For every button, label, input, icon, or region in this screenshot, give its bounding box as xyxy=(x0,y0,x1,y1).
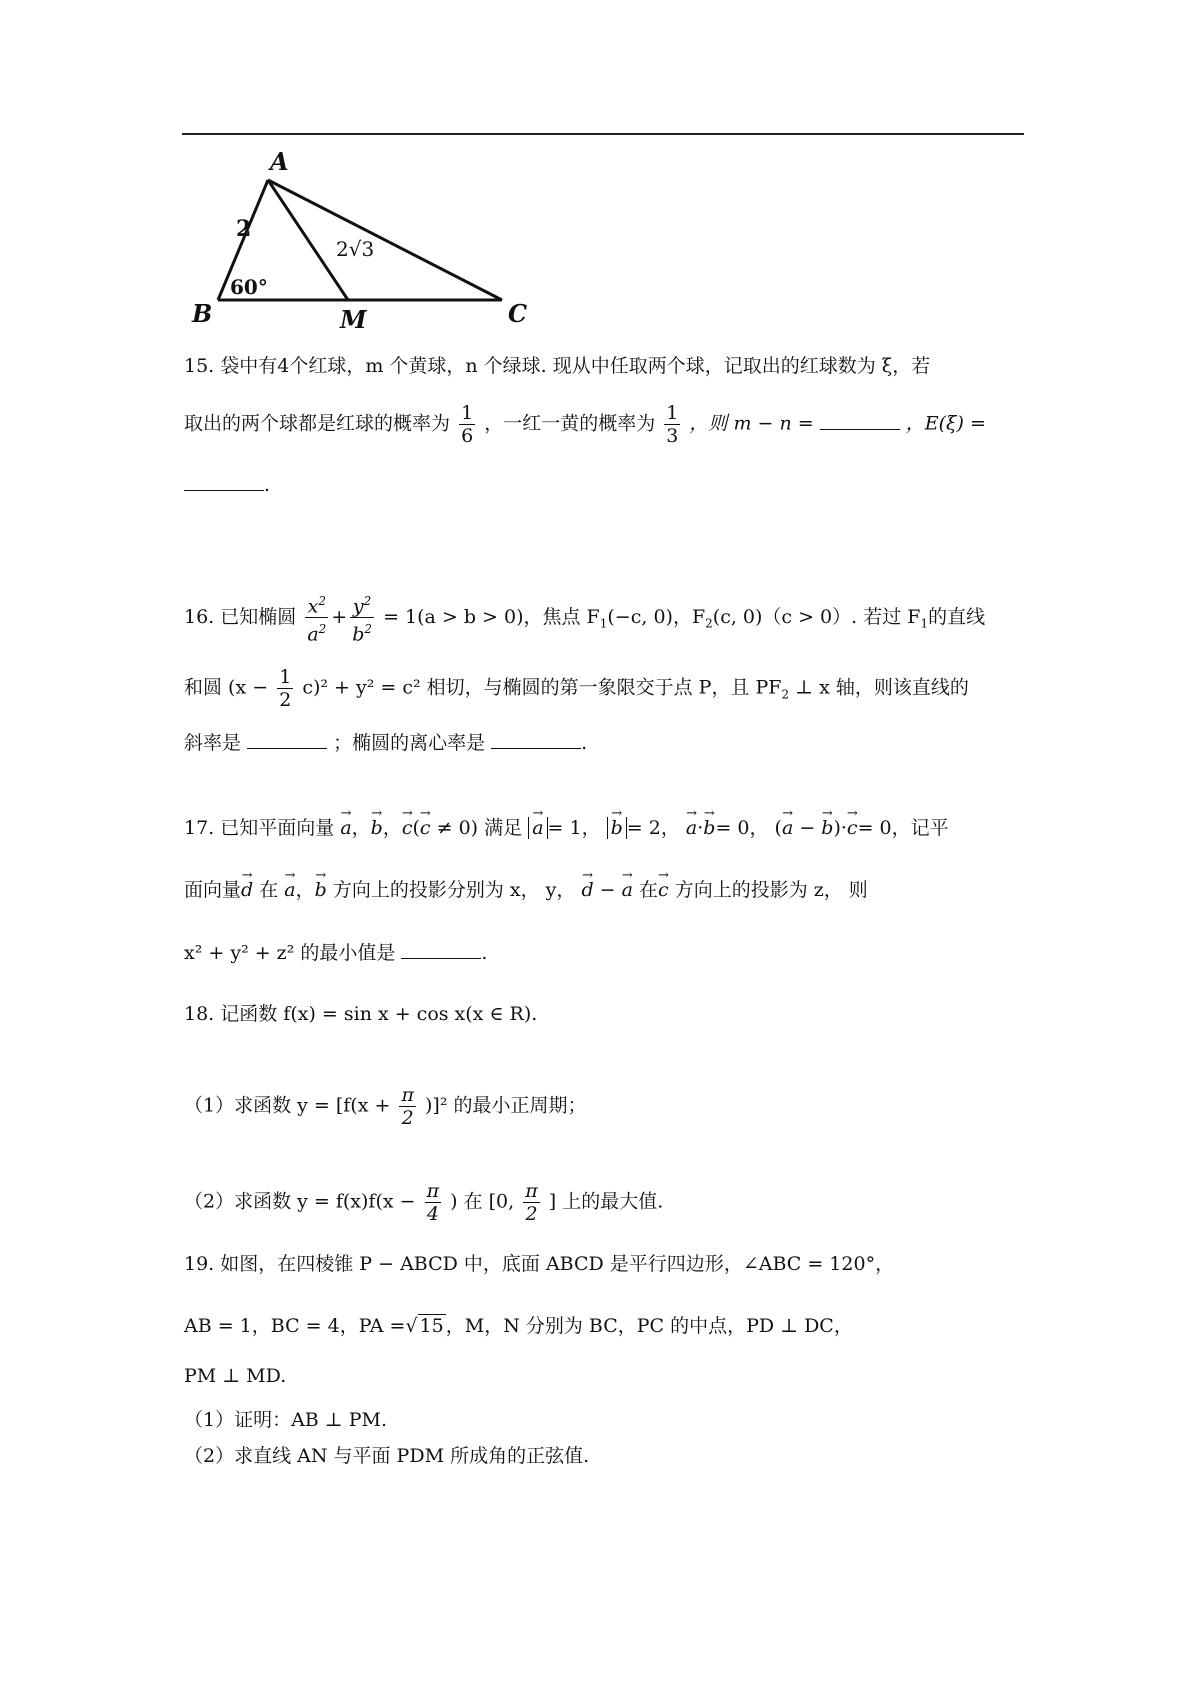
q16-line3b: ；椭圆的离心率是 xyxy=(333,732,486,754)
q16-line3a: 斜率是 xyxy=(184,732,242,754)
label-b: B xyxy=(192,299,213,328)
side-ac xyxy=(268,180,502,300)
sqrt-15: 15 xyxy=(419,1315,444,1337)
q17-line2a: 面向量 xyxy=(184,879,242,901)
label-side-ab: 2 xyxy=(236,216,252,242)
q17-line1: 17. 已知平面向量 → a，→ b，→ c(→ c ≠ 0) 满足 → a = 1， → b = 2， → a·→ b= 0， (→ a − → b)·→ c= 0，记平 xyxy=(184,814,949,842)
q19-part2: （2）求直线 AN 与平面 PDM 所成角的正弦值. xyxy=(184,1445,590,1467)
label-segment-am: 2√3 xyxy=(336,237,375,261)
q17-line3: x² + y² + z² 的最小值是 . xyxy=(184,938,487,967)
q19-line2a: AB = 1，BC = 4，PA = xyxy=(184,1315,406,1337)
q17-line2b: 在 xyxy=(259,879,279,901)
q18-line1: 18. 记函数 f(x) = sin x + cos x(x ∈ R). xyxy=(184,1003,538,1025)
q19-line2b: ，M，N 分别为 BC，PC 的中点，PD ⊥ DC， xyxy=(445,1315,853,1337)
q19-line2: AB = 1，BC = 4，PA =√ 15 ，M，N 分别为 BC，PC 的中点，PD ⊥ DC， xyxy=(184,1315,853,1337)
q17-line2d: 在 xyxy=(638,879,658,901)
q18-part1b: )]² 的最小正周期； xyxy=(425,1094,587,1117)
q18-part1a: （1）求函数 y = [f(x + xyxy=(184,1094,391,1117)
fraction-pi-over-4: $\frac{\pi}{4}$ xyxy=(426,1180,440,1225)
q15-line2a: 取出的两个球都是红球的概率为 xyxy=(184,412,451,435)
q17-line1e: = 0， xyxy=(715,817,769,839)
fraction-one-half: $\frac{1}{2}$ xyxy=(279,666,292,711)
label-c: C xyxy=(508,299,528,328)
q19-line1: 19. 如图，在四棱锥 P − ABCD 中，底面 ABCD 是平行四边形，∠ABC = 120°， xyxy=(184,1253,895,1275)
triangle-figure xyxy=(180,140,540,340)
label-a: A xyxy=(270,147,289,176)
q16-line2b: c)² + y² = c² 相切，与椭圆的第一象限交于点 P，且 PF xyxy=(302,676,782,699)
q16-line1a: 16. 已知椭圆 xyxy=(184,605,297,628)
q17-line2e: 方向上的投影为 z， 则 xyxy=(674,879,868,901)
fraction-pi-over-2: $\frac{\pi}{2}$ xyxy=(401,1084,414,1129)
q18-part2 xyxy=(184,1180,663,1225)
q16-line2: 和圆 (x − $\frac{1}{2}$ c)² + y² = c² 相切，与椭圆的第一象限交于点 P，且 $PF_2$ ⊥ x 轴，则该直线的 xyxy=(184,666,969,711)
answer-blank-expectation xyxy=(184,470,264,491)
q16-line1: 16. 已知椭圆 $\frac{x^2}{a^2}$ + $\frac{y^2}{b^2}$ = 1(a > b > 0)，焦点 $F_1(-c$, 0)，$F_2(c$, 0)（c > 0）. 若过 $F_1$的直线 xyxy=(184,590,985,646)
q18-part2b: ) 在 [0, xyxy=(450,1190,515,1213)
q15-line1: 15. 袋中有4个红球，m 个黄球，n 个绿球. 现从中任取两个球，记取出的红球数为 ξ，若 xyxy=(184,355,931,377)
q17-line1b: 满足 xyxy=(484,817,523,839)
q16-line3: 斜率是 ；椭圆的离心率是 . xyxy=(184,728,587,757)
q15-line2c: ，则 m − n = xyxy=(689,412,814,435)
q16-line1e: 的直线 xyxy=(928,605,986,628)
q17-line1c: = 1， xyxy=(547,817,601,839)
q17-line1d: = 2， xyxy=(626,817,680,839)
fraction-one-third: $\frac{1}{3}$ xyxy=(666,402,679,447)
fraction-one-sixth: $\frac{1}{6}$ xyxy=(461,402,474,447)
q17-line2: 面向量→ d 在 → a，→ b 方向上的投影分别为 x， y， → d − → a 在→ c 方向上的投影为 z， 则 xyxy=(184,876,868,904)
q16-line2a: 和圆 (x − xyxy=(184,676,269,699)
q17-line2c: 方向上的投影分别为 x， y， xyxy=(332,879,576,901)
q19-part1: （1）证明：AB ⊥ PM. xyxy=(184,1409,387,1431)
q18-part2c: ] 上的最大值. xyxy=(548,1190,664,1213)
fraction-pi-over-2-b: $\frac{\pi}{2}$ xyxy=(525,1180,538,1225)
q16-line1b: = 1(a > b > 0)，焦点 F xyxy=(383,605,600,628)
q17-line1f: = 0，记平 xyxy=(857,817,949,839)
label-m: M xyxy=(340,305,367,334)
header-rule xyxy=(182,133,1024,135)
answer-blank-slope xyxy=(247,728,327,749)
q16-line1c: (−c, 0)，F xyxy=(607,605,706,628)
fraction-y2-b2: $\frac{y^2}{b^2}$ xyxy=(350,590,374,646)
q15-line3: . xyxy=(184,470,270,499)
q17-line1a: 17. 已知平面向量 xyxy=(184,817,335,839)
q15-line2d: ，E(ξ) = xyxy=(905,412,986,435)
q16-line2c: ⊥ x 轴，则该直线的 xyxy=(795,676,969,699)
q18-part2a: （2）求函数 y = f(x)f(x − xyxy=(184,1190,416,1213)
answer-blank-eccentricity xyxy=(491,728,581,749)
answer-blank-m-minus-n xyxy=(820,409,900,430)
q18-part1 xyxy=(184,1084,586,1129)
q15-line2 xyxy=(184,402,986,447)
q17-line3a: x² + y² + z² 的最小值是 xyxy=(184,942,396,964)
fraction-x2-a2: $\frac{x^2}{a^2}$ xyxy=(305,590,328,646)
q15-line2b: ，一红一黄的概率为 xyxy=(484,412,656,435)
q16-line1d: (c, 0)（c > 0）. 若过 F xyxy=(712,605,921,628)
label-angle-b: 60° xyxy=(230,275,268,299)
q19-line3: PM ⊥ MD. xyxy=(184,1365,287,1387)
answer-blank-min-value xyxy=(401,938,481,959)
